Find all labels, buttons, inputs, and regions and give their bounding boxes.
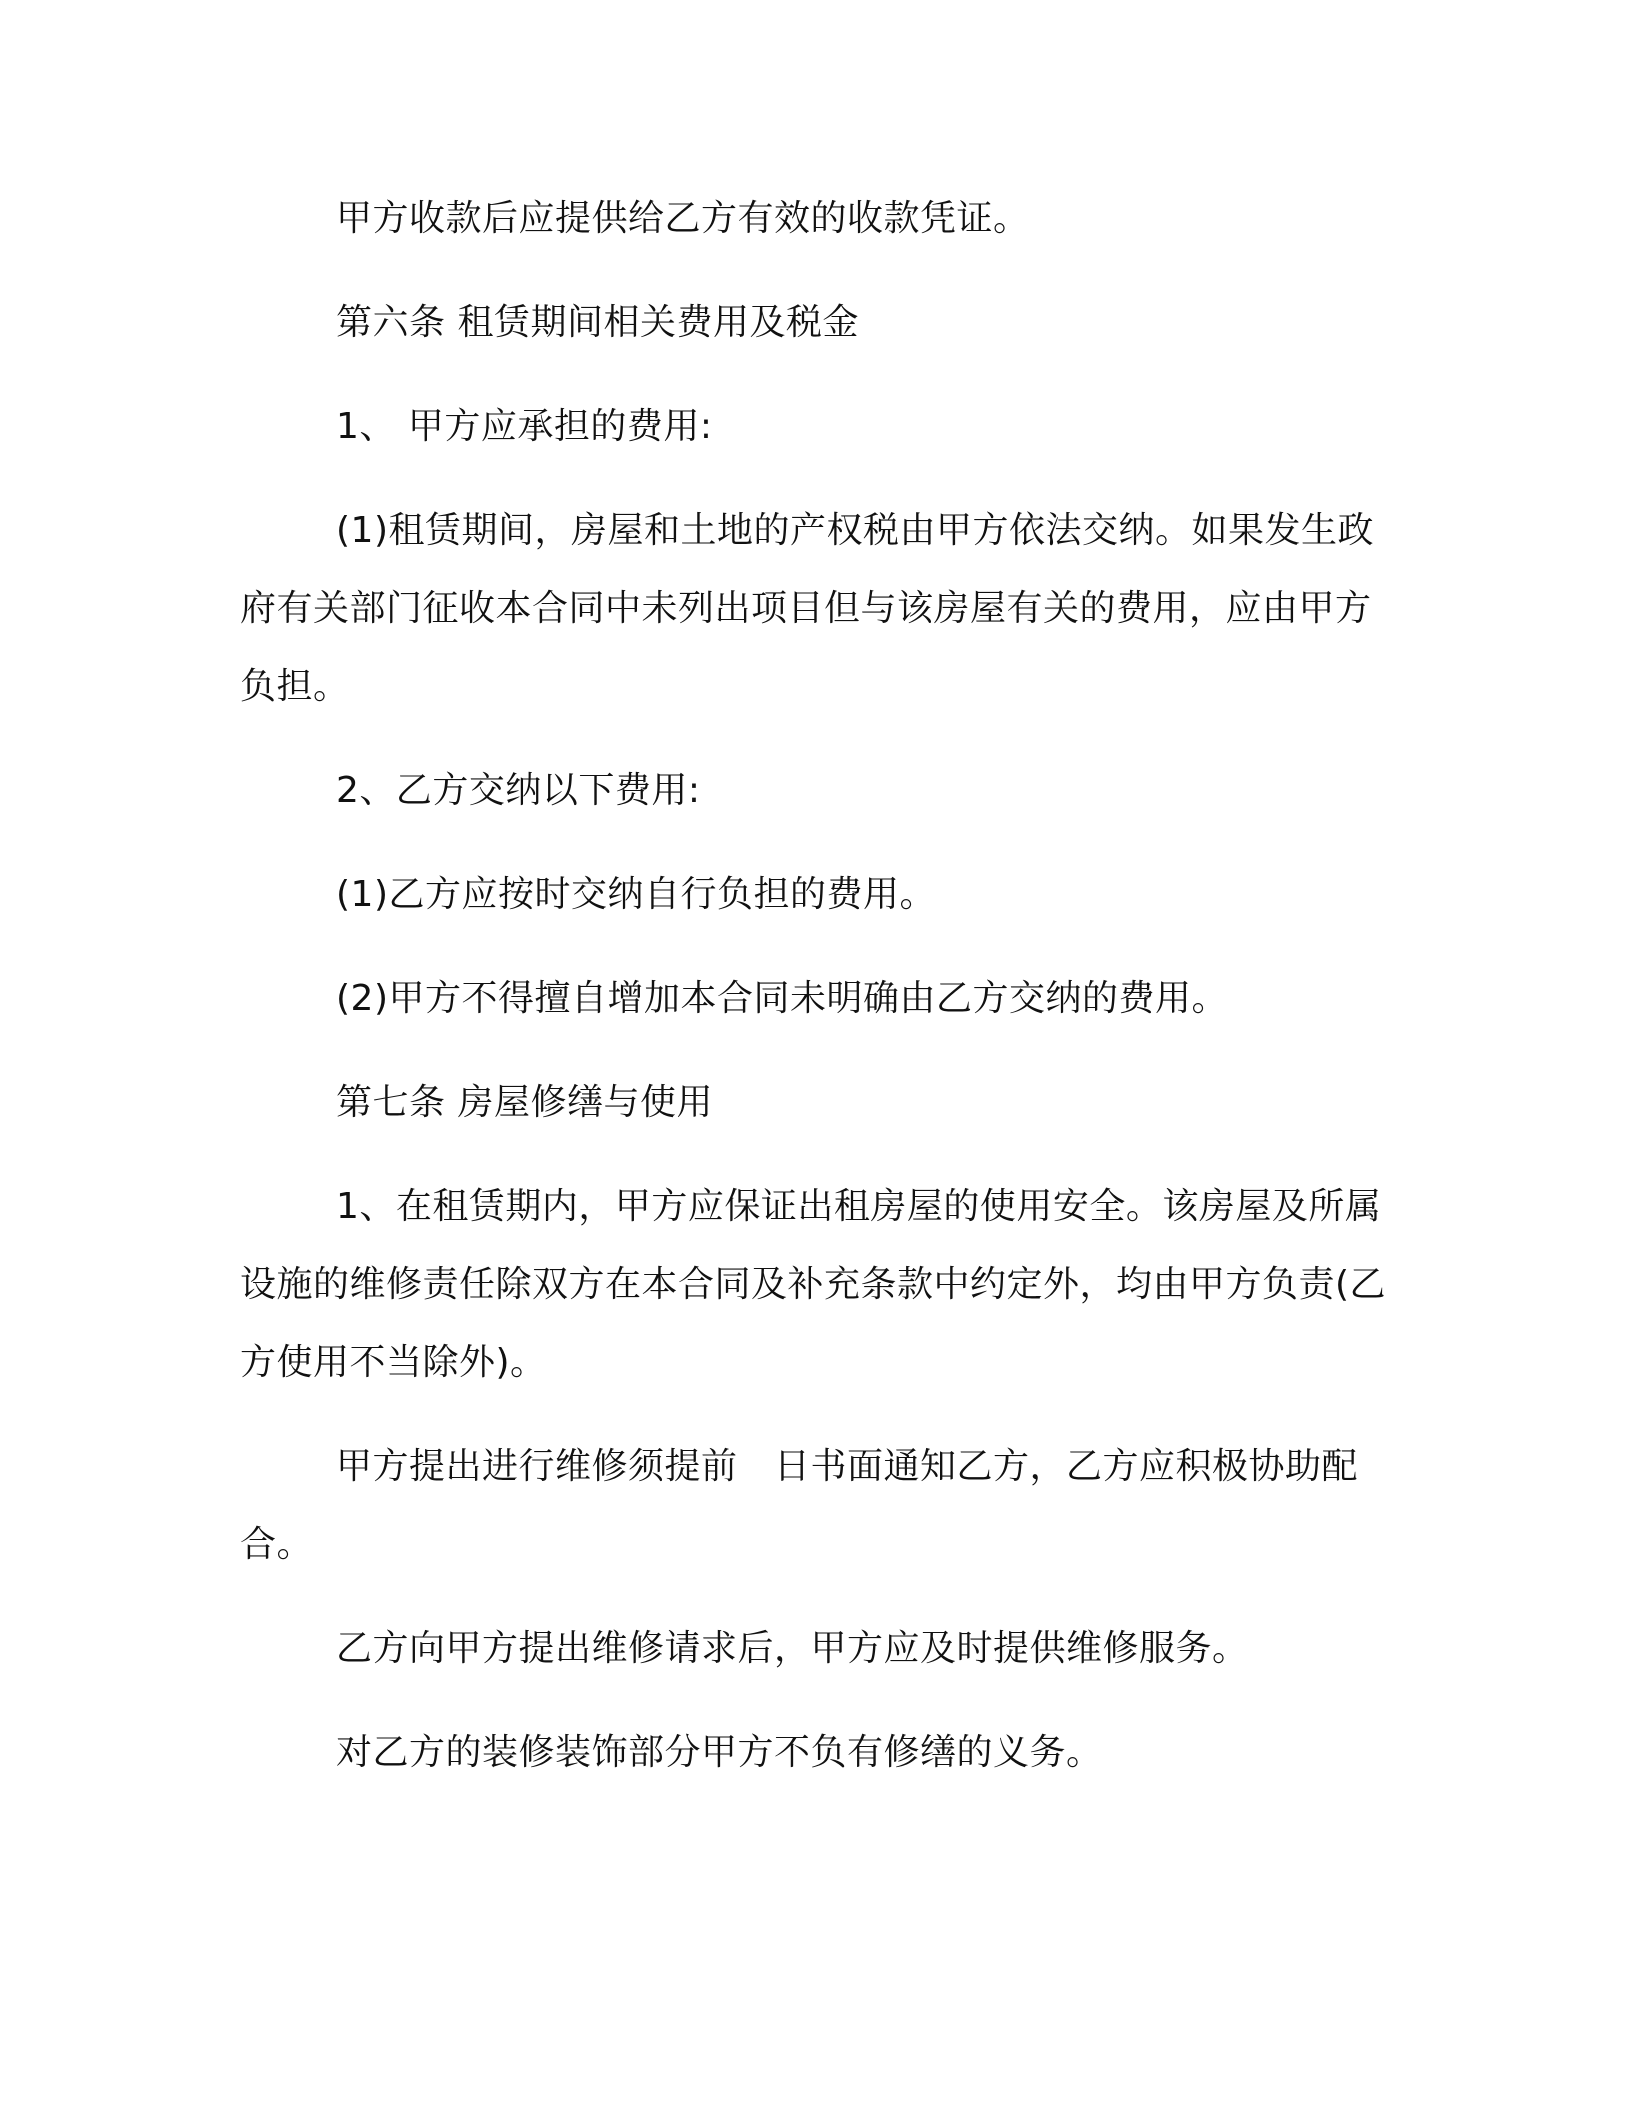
- paragraph-safety: 1、在租赁期内，甲方应保证出租房屋的使用安全。该房屋及所属设施的维修责任除双方在本合同及补充条款中约定外，均由甲方负责(乙方使用不当除外)。: [240, 1186, 1387, 1383]
- paragraph-no-extra-fees: (2)甲方不得擅自增加本合同未明确由乙方交纳的费用。: [336, 978, 1228, 1019]
- paragraph-pay-on-time: (1)乙方应按时交纳自行负担的费用。: [336, 874, 936, 915]
- heading-article-7: 第七条 房屋修缮与使用: [336, 1082, 713, 1123]
- paragraph-repair-request: 乙方向甲方提出维修请求后，甲方应及时提供维修服务。: [336, 1628, 1249, 1669]
- paragraph-property-tax: (1)租赁期间，房屋和土地的产权税由甲方依法交纳。如果发生政府有关部门征收本合同中未列出项目但与该房屋有关的费用，应由甲方负担。: [240, 510, 1374, 707]
- paragraph-party-b-costs: 2、乙方交纳以下费用:: [336, 770, 701, 811]
- paragraph-receipt: 甲方收款后应提供给乙方有效的收款凭证。: [336, 198, 1030, 239]
- paragraph-repair-notice: 甲方提出进行维修须提前 日书面通知乙方，乙方应积极协助配合。: [240, 1446, 1359, 1565]
- paragraph-decoration: 对乙方的装修装饰部分甲方不负有修缮的义务。: [336, 1732, 1103, 1773]
- paragraph-party-a-costs: 1、 甲方应承担的费用:: [336, 406, 713, 447]
- document-page: [240, 180, 1390, 1818]
- heading-article-6: 第六条 租赁期间相关费用及税金: [336, 302, 859, 343]
